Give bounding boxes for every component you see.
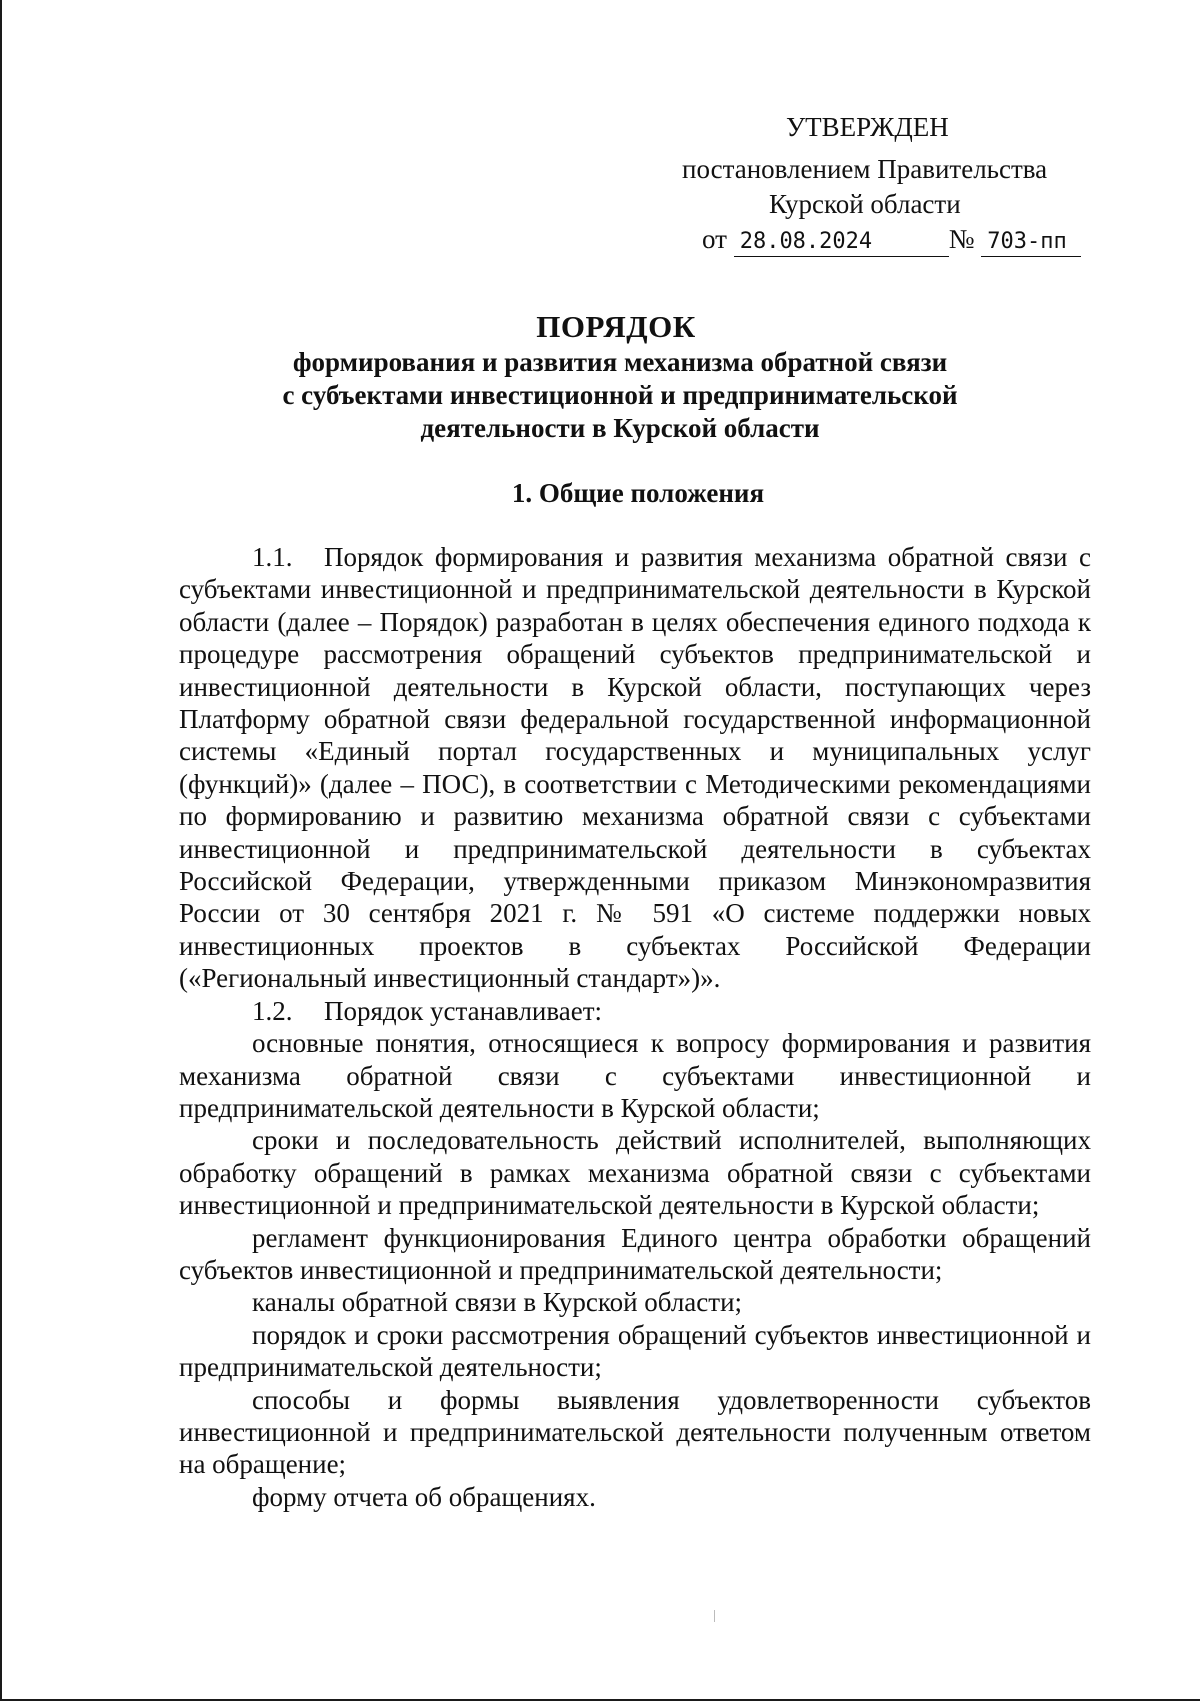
list-item: способы и формы выявления удовлетворенности субъектов инвестиционной и предпринимательской деятельности полученным ответом на обращение;	[179, 1384, 1091, 1480]
list-item: каналы обратной связи в Курской области;	[252, 1287, 743, 1318]
paragraph-number: 1.1.	[252, 542, 293, 572]
list-item: порядок и сроки рассмотрения обращений субъектов инвестиционной и предпринимательской деятельности;	[179, 1319, 1091, 1383]
list-item: основные понятия, относящиеся к вопросу формирования и развития механизма обратной связи с субъектами инвестиционной и предпринимательской деятельности в Курской области;	[179, 1028, 1091, 1123]
title-subtitle-line: с субъектами инвестиционной и предпринимательской	[282, 380, 958, 410]
scan-mark	[714, 1610, 715, 1622]
document-body	[179, 541, 1091, 1513]
paragraph-1-1	[179, 541, 1091, 995]
paragraph-text: Порядок устанавливает:	[324, 995, 603, 1026]
decree-label: постановлением Правительства	[682, 154, 1048, 184]
decree-number: 703-пп	[981, 228, 1081, 257]
decree-date: 28.08.2024	[734, 228, 949, 257]
list-item: сроки и последовательность действий исполнителей, выполняющих обработку обращений в рамках механизма обратной связи с субъектами инвестиционной и предпринимательской деятельности в Курской области;	[179, 1125, 1091, 1221]
title-main: ПОРЯДОК	[536, 309, 696, 344]
number-label: №	[948, 224, 975, 254]
paragraph-1-2	[179, 995, 1091, 1027]
title-subtitle-line: формирования и развития механизма обратной связи	[292, 347, 948, 377]
paragraph-text: Порядок формирования и развития механизма обратной связи с субъектами инвестиционной и предпринимательской деятельности в Курской области (далее – Порядок) разработан в целях обеспечения единого подхода к процедуре рассмотрения обращений субъектов предпринимательской и инвестиционной деятельности в Курской области, поступающих через Платформу обратной связи федеральной государственной информационной системы «Единый портал государственных и муниципальных услуг (функций)» (далее – ПОС), в соответствии с Методическими рекомендациями по формированию и развитию механизма обратной связи с субъектами инвестиционной и предпринимательской деятельности в субъектах Российской Федерации, утвержденными приказом Минэкономразвития России от 30 сентября 2021 г. № 591 «О системе поддержки новых инвестиционных проектов в субъектах Российской Федерации («Региональный инвестиционный стандарт»)».	[179, 542, 1091, 994]
document-title	[2, 308, 1200, 445]
list-item: форму отчета об обращениях.	[252, 1481, 596, 1512]
list-item: регламент функционирования Единого центра обработки обращений субъектов инвестиционной и предпринимательской деятельности;	[179, 1222, 1091, 1285]
approved-label: УТВЕРЖДЕН	[786, 112, 949, 142]
from-label: от	[702, 224, 727, 254]
title-subtitle-line: деятельности в Курской области	[420, 413, 820, 443]
date-number-line	[702, 222, 1081, 257]
region-label: Курской области	[769, 189, 961, 219]
section-heading: 1. Общие положения	[511, 478, 765, 508]
paragraph-number: 1.2.	[252, 995, 293, 1026]
